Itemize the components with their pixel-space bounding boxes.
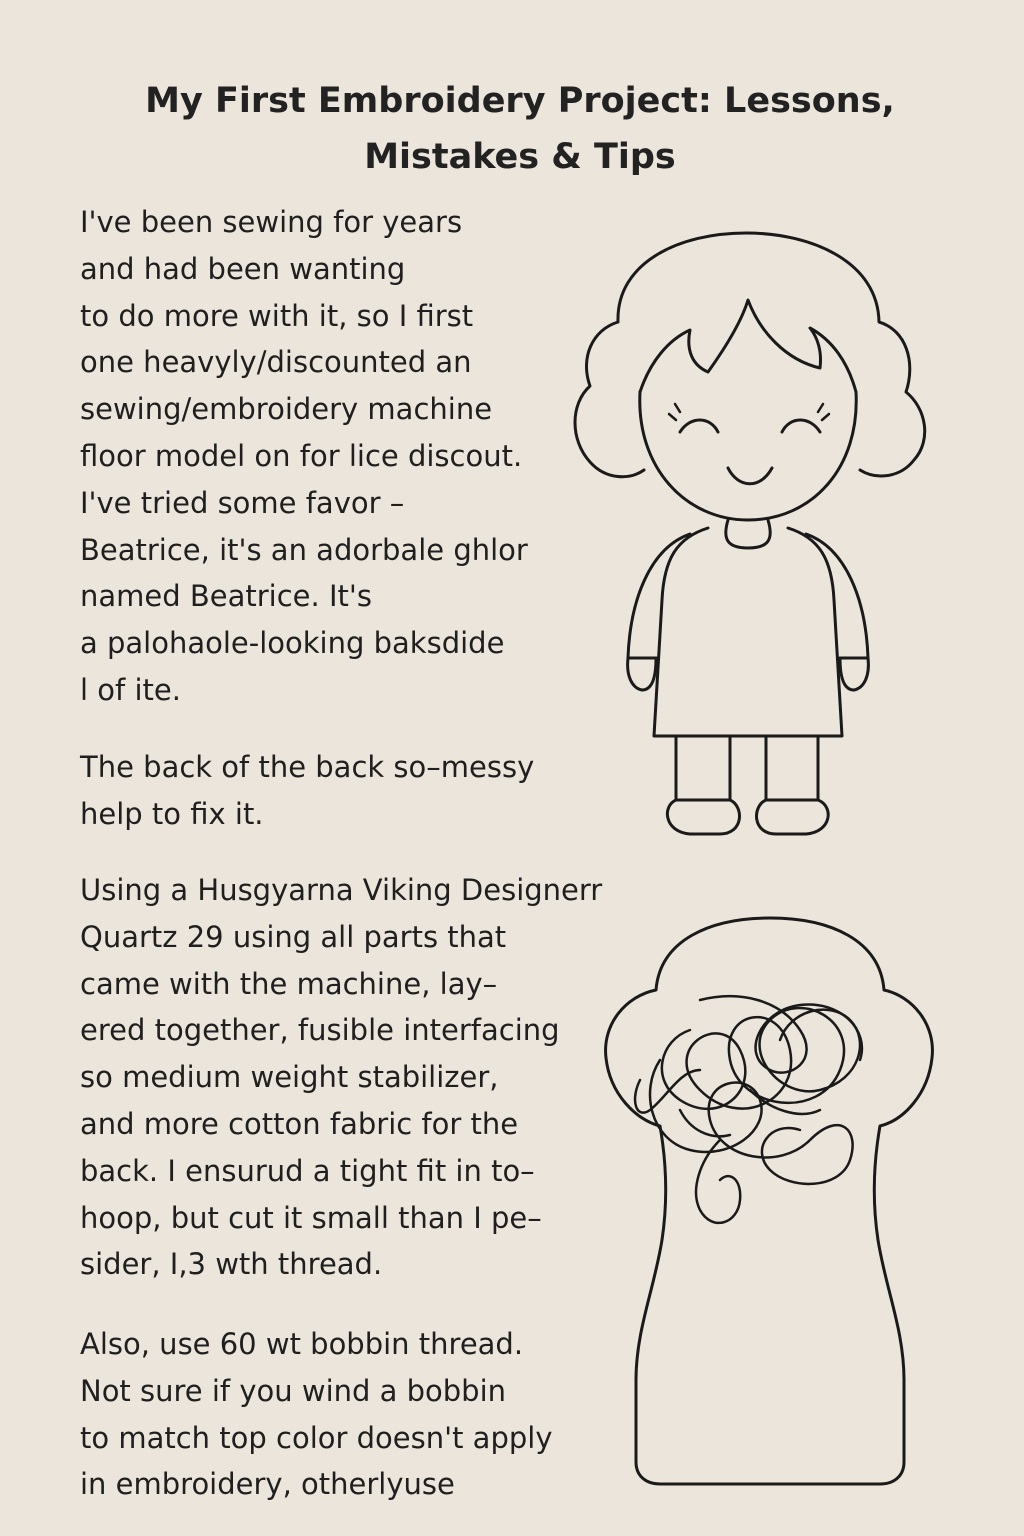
doll-smile [728, 468, 772, 484]
doll-bangs [640, 300, 856, 392]
setup-line: came with the machine, lay– [80, 966, 498, 1001]
intro-paragraph [80, 199, 640, 714]
doll-face [640, 392, 856, 520]
intro-line: Beatrice, it's an adorbale ghlor [80, 532, 528, 567]
intro-line: floor model on for lice discout. [80, 438, 523, 473]
intro-line: to do more with it, so I first [80, 298, 474, 333]
doll-legs [676, 736, 818, 800]
setup-paragraph [80, 867, 640, 1288]
title-line-1: My First Embroidery Project: Lessons, [145, 81, 895, 122]
intro-line: one heavyly/discounted an [80, 345, 472, 380]
girl-doll-illustration [570, 222, 950, 842]
doll-right-foot [757, 800, 829, 834]
doll-right-hand [840, 658, 868, 690]
intro-line: I've been sewing for years [80, 205, 463, 239]
messy-back-paragraph [80, 744, 640, 838]
setup-line: so medium weight stabilizer, [80, 1060, 499, 1095]
setup-line: hoop, but cut it small than I pe– [80, 1200, 542, 1235]
intro-line: named Beatrice. It's [80, 579, 372, 614]
messy-line: help to fix it. [80, 796, 264, 831]
doll-neck [726, 520, 770, 548]
tangled-thread [635, 996, 862, 1223]
bobbin-line: Not sure if you wind a bobbin [80, 1373, 507, 1408]
messy-line: The back of the back so–messy [80, 750, 535, 784]
doll-back-illustration [595, 910, 940, 1490]
doll-left-lashes [669, 404, 680, 420]
doll-hair [575, 233, 925, 477]
doll-right-lashes [818, 404, 829, 420]
intro-line: sewing/embroidery machine [80, 392, 493, 427]
title-line-2: Mistakes & Tips [364, 137, 676, 178]
bobbin-line: in embroidery, otherlyuse [80, 1467, 455, 1502]
intro-line: l of ite. [80, 672, 181, 707]
setup-line: ered together, fusible interfacing [80, 1013, 560, 1048]
bobbin-line: to match top color doesn't apply [80, 1420, 553, 1455]
setup-line: Quartz 29 using all parts that [80, 919, 507, 954]
intro-line: and had been wanting [80, 251, 406, 286]
bobbin-line: Also, use 60 wt bobbin thread. [80, 1327, 524, 1361]
setup-line: sider, I,3 wth thread. [80, 1247, 383, 1282]
doll-left-eye [680, 420, 718, 432]
doll-left-foot [667, 800, 739, 834]
doll-left-hand [628, 658, 656, 690]
tangled-thread-loop [662, 1008, 860, 1109]
setup-line: Using a Husgyarna Viking Designerr [80, 873, 603, 907]
intro-line: I've tried some favor – [80, 485, 405, 520]
doll-dress [654, 528, 842, 736]
bobbin-paragraph [80, 1321, 640, 1508]
setup-line: back. I ensurud a tight fit in to– [80, 1153, 535, 1188]
intro-line: a palohaole-looking baksdide [80, 626, 505, 661]
doll-right-eye [782, 420, 820, 432]
setup-line: and more cotton fabric for the [80, 1106, 519, 1141]
page-title [120, 73, 920, 185]
